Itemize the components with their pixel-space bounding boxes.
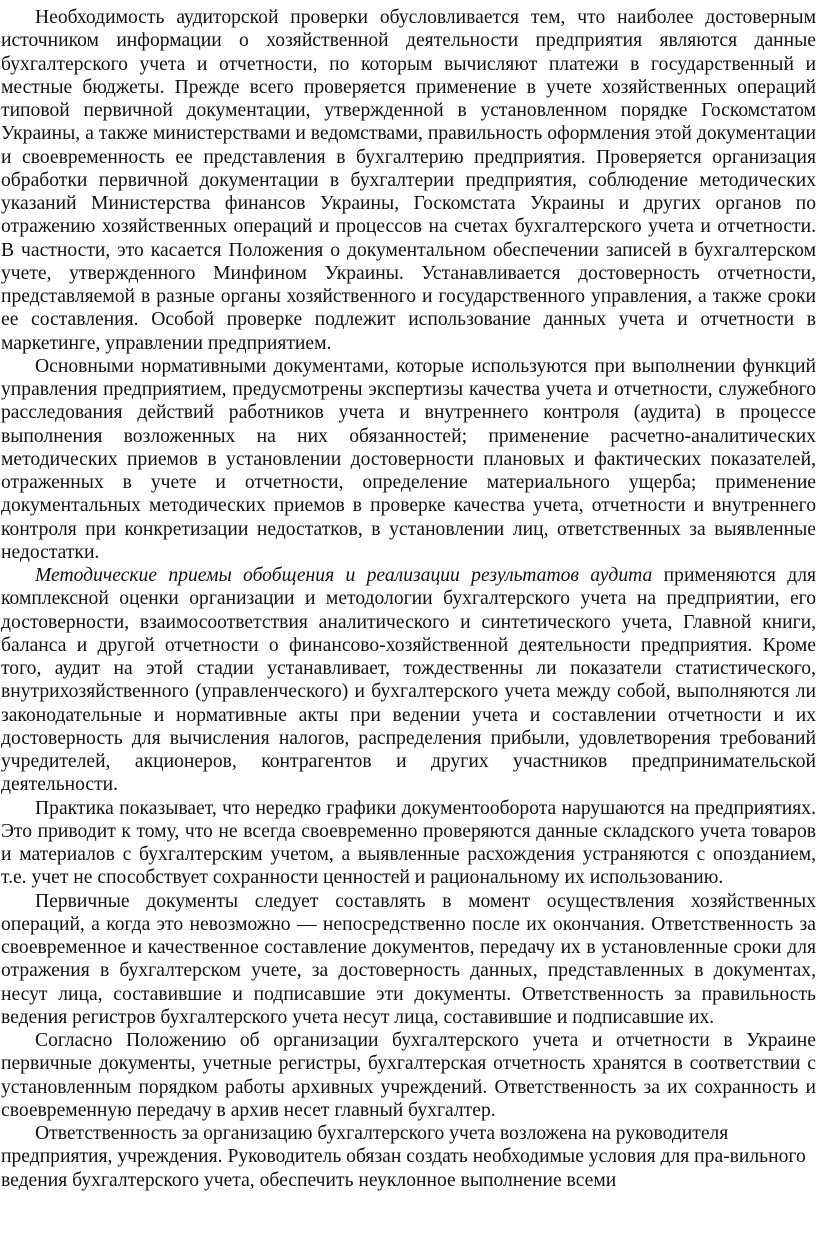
paragraph-practice: Практика показывает, что нередко графики документооборота нарушаются на предприятиях. Это приводит к тому, что не всегда своевременно проверяются данные складского учета товаров и материалов с бухгалтерским учетом, а выявленные расхождения устраняются с опозданием, т.е. учет не способствует сохранности ценностей и рациональному их использованию. — [1, 797, 816, 889]
paragraph-responsibility: Ответственность за организацию бухгалтерского учета возложена на руководителя предприятия, учреждения. Руководитель обязан создать необходимые условия для пра-вильного ведения бухгалтерского учета, обеспечить неуклонное выполнение всеми — [1, 1123, 806, 1191]
paragraph-body: применяются для комплексной оценки организации и методологии бухгалтерского учета на предприятии, его достоверности, взаимосоответствия аналитического и синтетического учета, Главной книги, баланса и другой отчетности о финансово-хозяйственной деятельности предприятия. Кроме того, аудит на этой стадии устанавливает, тождественны ли показатели статистического, внутрихозяйственного (управленческого) и бухгалтерского учета между собой, выполняются ли законодательные и нормативные акты при ведении учета и составлении отчетности и их достоверность для вычисления налогов, распределения прибыли, удовлетворения требований учредителей, акционеров, контрагентов и других участников предпринимательской деятельности. — [1, 565, 816, 796]
paragraph-normative-documents: Основными нормативными документами, которые используются при выполнении функций управления предприятием, предусмотрены экспертизы качества учета и отчетности, служебного расследования действий работников учета и внутреннего контроля (аудита) в процессе выполнения возложенных на них обязанностей; применение расчетно-аналитических методических приемов в установлении достоверности плановых и фактических показателей, отраженных в учете и отчетности, определение материального ущерба; применение документальных методических приемов в проверке качества учета, отчетности и внутреннего контроля при конкретизации недостатков, в установлении лиц, ответственных за выявленные недостатки. — [1, 355, 816, 563]
paragraph-methodical-techniques — [1, 564, 816, 797]
paragraph-primary-documents: Первичные документы следует составлять в момент осуществления хозяйственных операций, а когда это невозможно — непосредственно после их окончания. Ответственность за своевременное и качественное составление документов, передачу их в установленные сроки для отражения в бухгалтерском учете, за достоверность данных, представленных в документах, несут лица, составившие и подписавшие эти документы. Ответственность за правильность ведения регистров бухгалтерского учета несут лица, составившие и подписавшие их. — [1, 890, 816, 1028]
paragraph-audit-necessity: Необходимость аудиторской проверки обусловливается тем, что наиболее достоверным источником информации о хозяйственной деятельности предприятия являются данные бухгалтерского учета и отчетности, по которым вычисляют платежи в государственный и местные бюджеты. Прежде всего проверяется применение в учете хозяйственных операций типовой первичной документации, утвержденной в установленном порядке Госкомстатом Украины, а также министерствами и ведомствами, правильность оформления этой документации и своевременность ее представления в бухгалтерию предприятия. Проверяется организация обработки первичной документации в бухгалтерии предприятия, соблюдение методических указаний Министерства финансов Украины, Госкомстата Украины и других органов по отражению хозяйственных операций и процессов на счетах бухгалтерского учета и отчетности. В частности, это касается Положения о документальном обеспечении записей в бухгалтерском учете, утвержденного Минфином Украины. Устанавливается достоверность отчетности, представляемой в разные органы хозяйственного и государственного управления, а также сроки ее составления. Особой проверке подлежит использование данных учета и отчетности в маркетинге, управлении предприятием. — [1, 7, 816, 354]
paragraph-italic-lead: Методические приемы обобщения и реализации результатов аудита — [35, 565, 653, 586]
paragraph-archive-storage: Согласно Положению об организации бухгалтерского учета и отчетности в Украине первичные документы, учетные регистры, бухгалтерская отчетность хранятся в соответствии с установленным порядком работы архивных учреждений. Ответственность за их сохранность и своевременную передачу в архив несет главный бухгалтер. — [1, 1030, 816, 1121]
